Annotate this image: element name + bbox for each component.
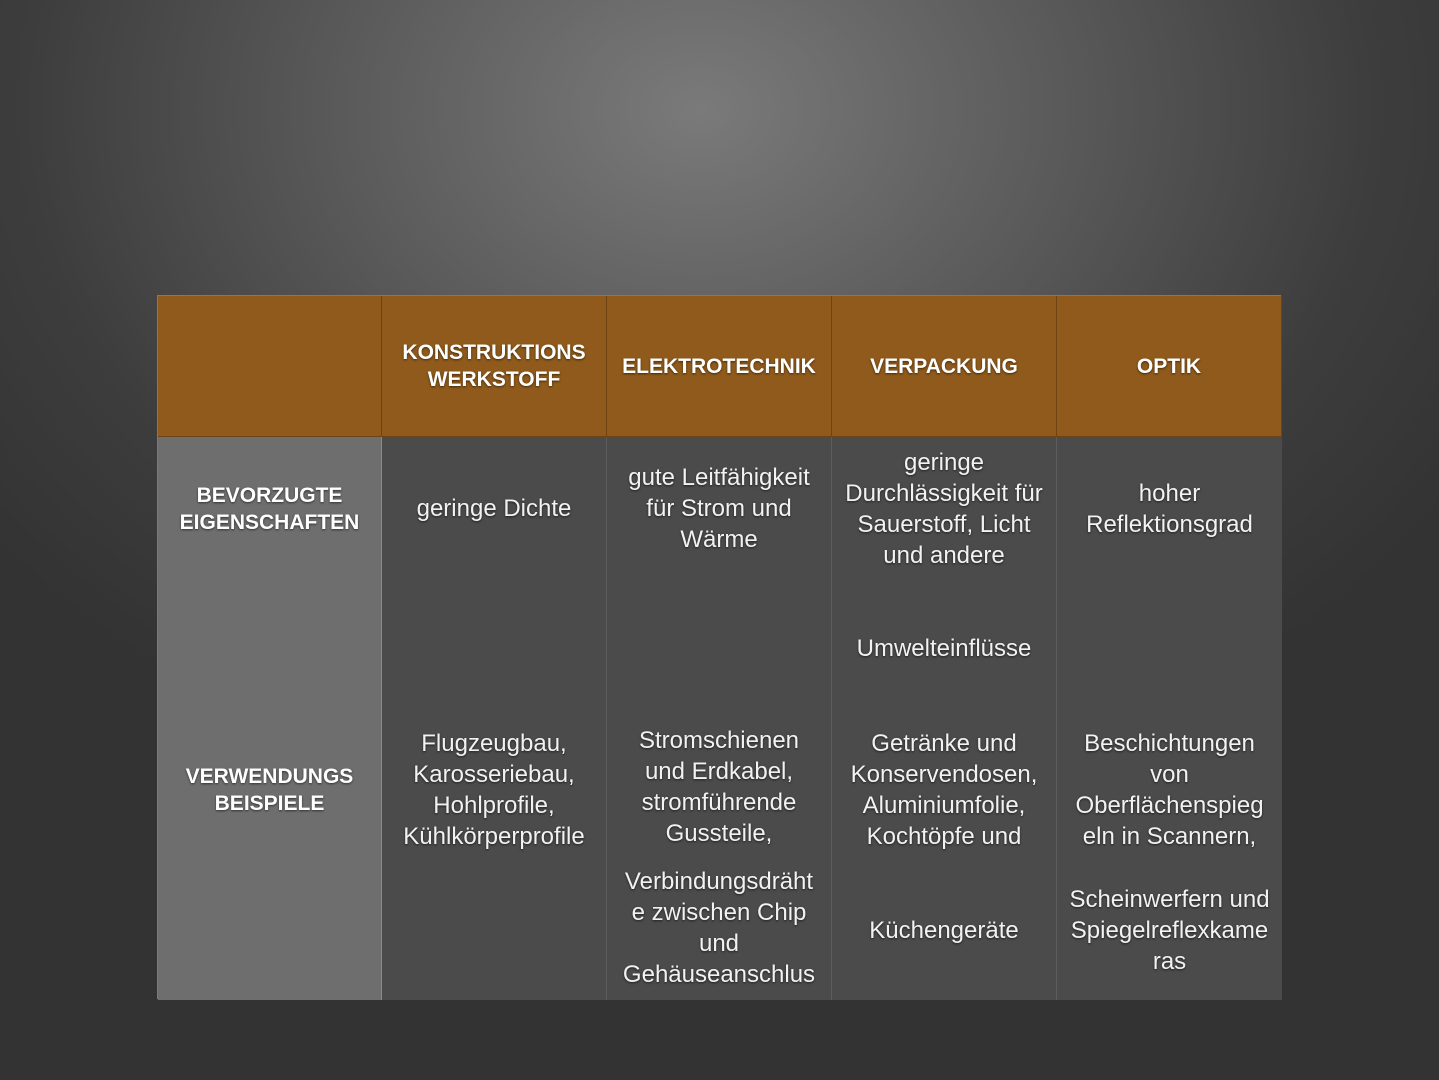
cell-verpackung-eigenschaften-part1: geringe Durchlässigkeit für Sauerstoff, Licht und andere <box>845 449 1043 569</box>
header-verpackung: VERPACKUNG <box>832 296 1057 437</box>
cell-konstruktion-beispiele: Flugzeugbau, Karosseriebau, Hohlprofile, Kühlkörperprofile <box>403 730 585 850</box>
header-optik: OPTIK <box>1057 296 1282 437</box>
column-optik <box>1057 437 1282 1000</box>
cell-elektro-beispiele-part1: Stromschienen und Erdkabel, stromführende Gussteile, <box>638 727 800 847</box>
header-corner-cell <box>158 296 382 437</box>
cell-optik-beispiele-part2: Scheinwerfern und Spiegelreflexkame ras <box>1069 886 1270 975</box>
cell-optik-eigenschaften: hoher Reflektionsgrad <box>1086 480 1253 538</box>
row-label-eigenschaften: BEVORZUGTE EIGENSCHAFTEN <box>179 484 360 534</box>
cell-elektro-beispiele-part2: Verbindungsdräht e zwischen Chip und Gehäuseanschlus <box>622 868 816 988</box>
cell-elektro-eigenschaften: gute Leitfähigkeit für Strom und Wärme <box>628 464 810 553</box>
cell-verpackung-beispiele-part1: Getränke und Konservendosen, Aluminiumfolie, Kochtöpfe und <box>850 730 1038 850</box>
cell-konstruktion-eigenschaften: geringe Dichte <box>416 495 572 522</box>
cell-verpackung-beispiele-part2: Küchengeräte <box>869 917 1019 944</box>
column-konstruktionswerkstoff <box>382 437 607 1000</box>
row-header-column <box>158 437 382 1000</box>
column-elektrotechnik <box>607 437 832 1000</box>
row-label-beispiele: VERWENDUNGS BEISPIELE <box>185 765 354 815</box>
aluminium-application-table <box>157 295 1281 999</box>
header-elektrotechnik: ELEKTROTECHNIK <box>607 296 832 437</box>
cell-verpackung-eigenschaften-part2: Umwelteinflüsse <box>856 635 1032 662</box>
cell-optik-beispiele-part1: Beschichtungen von Oberflächenspieg eln in Scannern, <box>1075 730 1264 850</box>
column-verpackung <box>832 437 1057 1000</box>
header-konstruktionswerkstoff: KONSTRUKTIONS WERKSTOFF <box>382 296 607 437</box>
